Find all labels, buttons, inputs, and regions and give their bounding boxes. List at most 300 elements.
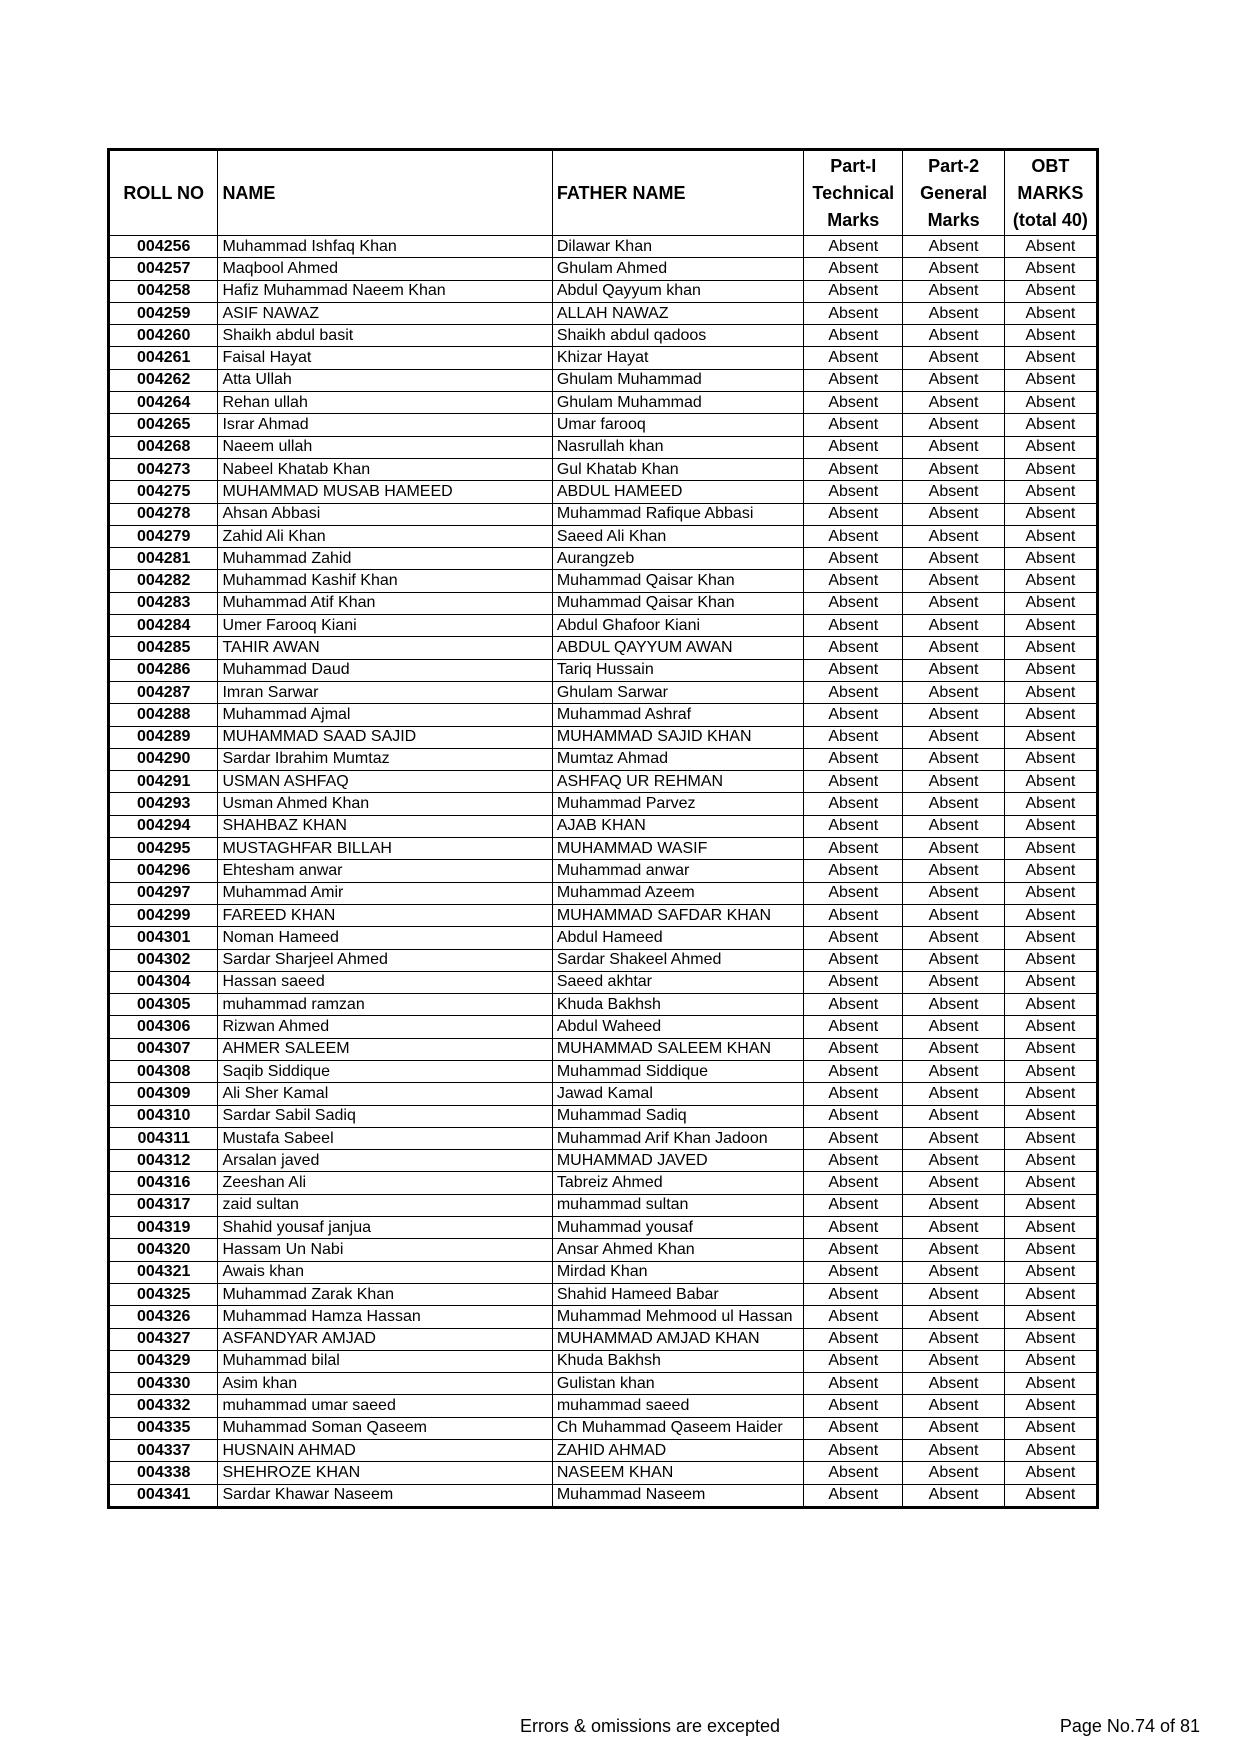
- roll-no-cell: 004260: [109, 325, 218, 347]
- part2-header-line: General: [920, 182, 988, 203]
- roll-no-cell: 004330: [109, 1373, 218, 1395]
- obt-marks-cell: Absent: [1004, 994, 1097, 1016]
- name-cell: Noman Hameed: [218, 927, 552, 949]
- table-row: [109, 236, 1098, 258]
- father-name-cell: Muhammad Azeem: [552, 882, 803, 904]
- father-name-cell: ASHFAQ UR REHMAN: [552, 771, 803, 793]
- name-cell: Usman Ahmed Khan: [218, 793, 552, 815]
- table-row: [109, 347, 1098, 369]
- part1-marks-cell: Absent: [804, 570, 903, 592]
- father-name-cell: Saeed akhtar: [552, 971, 803, 993]
- table-row: [109, 748, 1098, 770]
- part2-marks-cell: Absent: [903, 570, 1004, 592]
- part1-marks-cell: Absent: [804, 1083, 903, 1105]
- father-name-cell: Khuda Bakhsh: [552, 994, 803, 1016]
- part1-marks-cell: Absent: [804, 347, 903, 369]
- table-row: [109, 882, 1098, 904]
- obt-marks-cell: Absent: [1004, 949, 1097, 971]
- part2-marks-cell: Absent: [903, 503, 1004, 525]
- table-body: [109, 236, 1098, 1508]
- obt-marks-cell: Absent: [1004, 1261, 1097, 1283]
- table-row: [109, 637, 1098, 659]
- obt-marks-cell: Absent: [1004, 1127, 1097, 1149]
- name-cell: Shaikh abdul basit: [218, 325, 552, 347]
- part1-marks-cell: Absent: [804, 414, 903, 436]
- name-cell: Umer Farooq Kiani: [218, 615, 552, 637]
- part2-marks-cell: Absent: [903, 525, 1004, 547]
- part1-marks-cell: Absent: [804, 815, 903, 837]
- part1-marks-cell: Absent: [804, 726, 903, 748]
- name-cell: Sardar Sharjeel Ahmed: [218, 949, 552, 971]
- part1-marks-cell: Absent: [804, 1283, 903, 1305]
- part1-marks-cell: Absent: [804, 436, 903, 458]
- obt-marks-cell: Absent: [1004, 258, 1097, 280]
- table-row: [109, 994, 1098, 1016]
- table-row: [109, 681, 1098, 703]
- part2-marks-cell: Absent: [903, 325, 1004, 347]
- father-name-cell: Mirdad Khan: [552, 1261, 803, 1283]
- obt-marks-cell: Absent: [1004, 1417, 1097, 1439]
- part1-marks-cell: Absent: [804, 325, 903, 347]
- name-cell: Maqbool Ahmed: [218, 258, 552, 280]
- name-cell: Muhammad Soman Qaseem: [218, 1417, 552, 1439]
- part1-marks-cell: Absent: [804, 1373, 903, 1395]
- obt-marks-header: [1004, 150, 1097, 236]
- name-cell: SHAHBAZ KHAN: [218, 815, 552, 837]
- part2-marks-cell: Absent: [903, 1194, 1004, 1216]
- obt-marks-cell: Absent: [1004, 369, 1097, 391]
- table-row: [109, 1083, 1098, 1105]
- name-cell: FAREED KHAN: [218, 904, 552, 926]
- obt-marks-cell: Absent: [1004, 1462, 1097, 1484]
- name-cell: Atta Ullah: [218, 369, 552, 391]
- part2-marks-cell: Absent: [903, 1150, 1004, 1172]
- name-cell: Naeem ullah: [218, 436, 552, 458]
- part2-marks-cell: Absent: [903, 927, 1004, 949]
- part1-marks-cell: Absent: [804, 1484, 903, 1507]
- part2-marks-cell: Absent: [903, 414, 1004, 436]
- obt-marks-cell: Absent: [1004, 793, 1097, 815]
- father-name-cell: ABDUL QAYYUM AWAN: [552, 637, 803, 659]
- table-row: [109, 615, 1098, 637]
- obt-marks-cell: Absent: [1004, 347, 1097, 369]
- part1-marks-cell: Absent: [804, 860, 903, 882]
- roll-no-cell: 004265: [109, 414, 218, 436]
- part1-marks-cell: Absent: [804, 994, 903, 1016]
- table-row: [109, 525, 1098, 547]
- part2-marks-cell: Absent: [903, 1373, 1004, 1395]
- roll-no-cell: 004301: [109, 927, 218, 949]
- roll-no-cell: 004306: [109, 1016, 218, 1038]
- table-row: [109, 1127, 1098, 1149]
- part1-marks-cell: Absent: [804, 1105, 903, 1127]
- roll-no-cell: 004278: [109, 503, 218, 525]
- father-name-cell: Tariq Hussain: [552, 659, 803, 681]
- roll-no-cell: 004321: [109, 1261, 218, 1283]
- part1-marks-cell: Absent: [804, 1350, 903, 1372]
- obt-marks-cell: Absent: [1004, 280, 1097, 302]
- results-table: [107, 148, 1099, 1509]
- part1-marks-cell: Absent: [804, 481, 903, 503]
- name-cell: Muhammad bilal: [218, 1350, 552, 1372]
- part2-marks-cell: Absent: [903, 258, 1004, 280]
- roll-no-cell: 004275: [109, 481, 218, 503]
- roll-no-cell: 004296: [109, 860, 218, 882]
- roll-no-cell: 004312: [109, 1150, 218, 1172]
- table-row: [109, 1373, 1098, 1395]
- roll-no-cell: 004258: [109, 280, 218, 302]
- father-name-cell: Abdul Waheed: [552, 1016, 803, 1038]
- roll-no-cell: 004291: [109, 771, 218, 793]
- father-name-cell: Muhammad Rafique Abbasi: [552, 503, 803, 525]
- roll-no-cell: 004309: [109, 1083, 218, 1105]
- obt-marks-cell: Absent: [1004, 971, 1097, 993]
- father-name-cell: muhammad sultan: [552, 1194, 803, 1216]
- obt-marks-cell: Absent: [1004, 436, 1097, 458]
- table-row: [109, 704, 1098, 726]
- obt-marks-cell: Absent: [1004, 592, 1097, 614]
- father-name-cell: Ghulam Ahmed: [552, 258, 803, 280]
- obt-marks-cell: Absent: [1004, 325, 1097, 347]
- name-cell: Muhammad Ajmal: [218, 704, 552, 726]
- name-cell: Awais khan: [218, 1261, 552, 1283]
- table-row: [109, 1016, 1098, 1038]
- part1-marks-cell: Absent: [804, 882, 903, 904]
- table-row: [109, 1283, 1098, 1305]
- part1-marks-cell: Absent: [804, 525, 903, 547]
- name-cell: Asim khan: [218, 1373, 552, 1395]
- father-name-cell: MUHAMMAD SAFDAR KHAN: [552, 904, 803, 926]
- part2-marks-cell: Absent: [903, 1462, 1004, 1484]
- part1-marks-cell: Absent: [804, 1194, 903, 1216]
- roll-no-cell: 004317: [109, 1194, 218, 1216]
- name-cell: Zeeshan Ali: [218, 1172, 552, 1194]
- header-row: [109, 150, 1098, 236]
- obt-marks-cell: Absent: [1004, 302, 1097, 324]
- roll-no-cell: 004299: [109, 904, 218, 926]
- table-row: [109, 481, 1098, 503]
- part2-marks-cell: Absent: [903, 1283, 1004, 1305]
- roll-no-cell: 004338: [109, 1462, 218, 1484]
- name-cell: Ehtesham anwar: [218, 860, 552, 882]
- father-name-cell: NASEEM KHAN: [552, 1462, 803, 1484]
- obt-marks-cell: Absent: [1004, 1283, 1097, 1305]
- part2-marks-cell: Absent: [903, 481, 1004, 503]
- roll-no-cell: 004289: [109, 726, 218, 748]
- part2-marks-cell: Absent: [903, 637, 1004, 659]
- obt-header-line: OBT: [1031, 155, 1070, 176]
- part2-marks-cell: Absent: [903, 949, 1004, 971]
- table-row: [109, 1172, 1098, 1194]
- roll-no-cell: 004332: [109, 1395, 218, 1417]
- roll-no-cell: 004327: [109, 1328, 218, 1350]
- name-cell: Muhammad Zahid: [218, 548, 552, 570]
- part2-marks-cell: Absent: [903, 458, 1004, 480]
- roll-no-cell: 004320: [109, 1239, 218, 1261]
- roll-no-cell: 004293: [109, 793, 218, 815]
- roll-no-cell: 004310: [109, 1105, 218, 1127]
- father-name-cell: Muhammad Qaisar Khan: [552, 570, 803, 592]
- part2-marks-cell: Absent: [903, 1038, 1004, 1060]
- table-row: [109, 927, 1098, 949]
- table-row: [109, 1440, 1098, 1462]
- obt-marks-cell: Absent: [1004, 236, 1097, 258]
- table-row: [109, 949, 1098, 971]
- part1-marks-cell: Absent: [804, 503, 903, 525]
- obt-marks-cell: Absent: [1004, 1306, 1097, 1328]
- table-row: [109, 302, 1098, 324]
- part1-marks-cell: Absent: [804, 1217, 903, 1239]
- father-name-cell: ZAHID AHMAD: [552, 1440, 803, 1462]
- part2-marks-cell: Absent: [903, 681, 1004, 703]
- name-cell: Sardar Ibrahim Mumtaz: [218, 748, 552, 770]
- father-name-cell: Shahid Hameed Babar: [552, 1283, 803, 1305]
- obt-marks-cell: Absent: [1004, 1440, 1097, 1462]
- obt-marks-cell: Absent: [1004, 748, 1097, 770]
- part1-marks-cell: Absent: [804, 1150, 903, 1172]
- name-cell: Muhammad Atif Khan: [218, 592, 552, 614]
- name-header: NAME: [218, 150, 552, 236]
- roll-no-cell: 004329: [109, 1350, 218, 1372]
- father-name-cell: Jawad Kamal: [552, 1083, 803, 1105]
- roll-no-cell: 004305: [109, 994, 218, 1016]
- obt-marks-cell: Absent: [1004, 1194, 1097, 1216]
- part2-marks-cell: Absent: [903, 904, 1004, 926]
- table-row: [109, 1194, 1098, 1216]
- father-name-cell: Muhammad Sadiq: [552, 1105, 803, 1127]
- father-name-cell: Muhammad yousaf: [552, 1217, 803, 1239]
- part2-marks-cell: Absent: [903, 1105, 1004, 1127]
- table-row: [109, 659, 1098, 681]
- obt-marks-cell: Absent: [1004, 414, 1097, 436]
- name-cell: Mustafa Sabeel: [218, 1127, 552, 1149]
- name-cell: Muhammad Kashif Khan: [218, 570, 552, 592]
- part1-marks-cell: Absent: [804, 592, 903, 614]
- table-row: [109, 1239, 1098, 1261]
- obt-marks-cell: Absent: [1004, 1239, 1097, 1261]
- table-row: [109, 815, 1098, 837]
- name-cell: SHEHROZE KHAN: [218, 1462, 552, 1484]
- part1-marks-cell: Absent: [804, 236, 903, 258]
- part2-marks-cell: Absent: [903, 1083, 1004, 1105]
- table-row: [109, 1417, 1098, 1439]
- roll-no-cell: 004286: [109, 659, 218, 681]
- name-cell: Ahsan Abbasi: [218, 503, 552, 525]
- father-name-cell: Gul Khatab Khan: [552, 458, 803, 480]
- roll-no-cell: 004311: [109, 1127, 218, 1149]
- father-name-cell: MUHAMMAD AMJAD KHAN: [552, 1328, 803, 1350]
- part1-marks-cell: Absent: [804, 771, 903, 793]
- father-name-cell: MUHAMMAD SALEEM KHAN: [552, 1038, 803, 1060]
- part2-marks-cell: Absent: [903, 704, 1004, 726]
- part1-marks-cell: Absent: [804, 280, 903, 302]
- table-row: [109, 369, 1098, 391]
- father-name-cell: Muhammad Arif Khan Jadoon: [552, 1127, 803, 1149]
- part1-marks-cell: Absent: [804, 369, 903, 391]
- name-cell: muhammad ramzan: [218, 994, 552, 1016]
- roll-no-cell: 004279: [109, 525, 218, 547]
- roll-no-cell: 004285: [109, 637, 218, 659]
- roll-no-cell: 004325: [109, 1283, 218, 1305]
- part2-header-line: Part-2: [928, 155, 980, 176]
- table-row: [109, 458, 1098, 480]
- part1-marks-cell: Absent: [804, 1127, 903, 1149]
- part1-marks-cell: Absent: [804, 927, 903, 949]
- part1-marks-cell: Absent: [804, 1060, 903, 1082]
- obt-marks-cell: Absent: [1004, 637, 1097, 659]
- roll-no-cell: 004262: [109, 369, 218, 391]
- father-name-cell: Muhammad anwar: [552, 860, 803, 882]
- table-row: [109, 771, 1098, 793]
- name-cell: Hassan saeed: [218, 971, 552, 993]
- obt-marks-cell: Absent: [1004, 1217, 1097, 1239]
- name-cell: Ali Sher Kamal: [218, 1083, 552, 1105]
- roll-no-cell: 004304: [109, 971, 218, 993]
- roll-no-cell: 004326: [109, 1306, 218, 1328]
- father-name-cell: MUHAMMAD WASIF: [552, 838, 803, 860]
- obt-marks-cell: Absent: [1004, 704, 1097, 726]
- part2-marks-cell: Absent: [903, 1060, 1004, 1082]
- table-row: [109, 793, 1098, 815]
- part2-marks-cell: Absent: [903, 347, 1004, 369]
- table-row: [109, 1328, 1098, 1350]
- part1-marks-cell: Absent: [804, 971, 903, 993]
- part2-marks-cell: Absent: [903, 726, 1004, 748]
- father-name-cell: MUHAMMAD SAJID KHAN: [552, 726, 803, 748]
- father-name-cell: Tabreiz Ahmed: [552, 1172, 803, 1194]
- footer-note: Errors & omissions are excepted: [519, 1716, 781, 1736]
- father-name-cell: MUHAMMAD JAVED: [552, 1150, 803, 1172]
- father-name-cell: Muhammad Siddique: [552, 1060, 803, 1082]
- father-name-cell: Nasrullah khan: [552, 436, 803, 458]
- part2-marks-cell: Absent: [903, 1350, 1004, 1372]
- part1-header-line: Marks: [827, 209, 880, 230]
- part2-marks-cell: Absent: [903, 1484, 1004, 1507]
- table-row: [109, 414, 1098, 436]
- part2-marks-cell: Absent: [903, 860, 1004, 882]
- table-row: [109, 1105, 1098, 1127]
- roll-no-header: ROLL NO: [109, 150, 218, 236]
- part1-marks-cell: Absent: [804, 637, 903, 659]
- father-name-cell: Mumtaz Ahmad: [552, 748, 803, 770]
- obt-marks-cell: Absent: [1004, 860, 1097, 882]
- father-name-cell: Aurangzeb: [552, 548, 803, 570]
- name-cell: Zahid Ali Khan: [218, 525, 552, 547]
- obt-marks-cell: Absent: [1004, 1373, 1097, 1395]
- part2-marks-cell: Absent: [903, 236, 1004, 258]
- roll-no-cell: 004302: [109, 949, 218, 971]
- part2-marks-cell: Absent: [903, 659, 1004, 681]
- roll-no-cell: 004308: [109, 1060, 218, 1082]
- roll-no-cell: 004281: [109, 548, 218, 570]
- table-row: [109, 1261, 1098, 1283]
- part2-marks-cell: Absent: [903, 971, 1004, 993]
- obt-marks-cell: Absent: [1004, 548, 1097, 570]
- part2-marks-cell: Absent: [903, 615, 1004, 637]
- obt-marks-cell: Absent: [1004, 1172, 1097, 1194]
- roll-no-cell: 004283: [109, 592, 218, 614]
- part1-marks-cell: Absent: [804, 659, 903, 681]
- part1-marks-cell: Absent: [804, 1395, 903, 1417]
- part2-marks-cell: Absent: [903, 1417, 1004, 1439]
- obt-marks-cell: Absent: [1004, 771, 1097, 793]
- name-cell: Imran Sarwar: [218, 681, 552, 703]
- roll-no-cell: 004268: [109, 436, 218, 458]
- roll-no-cell: 004256: [109, 236, 218, 258]
- part1-header-line: Part-I: [830, 155, 877, 176]
- table-row: [109, 1306, 1098, 1328]
- name-cell: USMAN ASHFAQ: [218, 771, 552, 793]
- father-name-cell: Sardar Shakeel Ahmed: [552, 949, 803, 971]
- roll-no-cell: 004287: [109, 681, 218, 703]
- part1-marks-cell: Absent: [804, 1016, 903, 1038]
- part2-marks-cell: Absent: [903, 748, 1004, 770]
- roll-no-cell: 004257: [109, 258, 218, 280]
- obt-marks-cell: Absent: [1004, 1150, 1097, 1172]
- part1-header: [804, 150, 903, 236]
- roll-no-cell: 004273: [109, 458, 218, 480]
- table-row: [109, 1060, 1098, 1082]
- roll-no-cell: 004288: [109, 704, 218, 726]
- table-row: [109, 1350, 1098, 1372]
- part2-marks-cell: Absent: [903, 771, 1004, 793]
- part2-marks-cell: Absent: [903, 838, 1004, 860]
- name-cell: Rehan ullah: [218, 392, 552, 414]
- obt-marks-cell: Absent: [1004, 570, 1097, 592]
- obt-marks-cell: Absent: [1004, 726, 1097, 748]
- part2-marks-cell: Absent: [903, 1440, 1004, 1462]
- table-row: [109, 570, 1098, 592]
- part2-marks-cell: Absent: [903, 548, 1004, 570]
- obt-marks-cell: Absent: [1004, 481, 1097, 503]
- part1-marks-cell: Absent: [804, 1462, 903, 1484]
- obt-marks-cell: Absent: [1004, 1083, 1097, 1105]
- obt-header-line: MARKS: [1017, 182, 1084, 203]
- part2-header-line: Marks: [927, 209, 980, 230]
- part2-marks-cell: Absent: [903, 882, 1004, 904]
- part1-marks-cell: Absent: [804, 1306, 903, 1328]
- father-name-cell: AJAB KHAN: [552, 815, 803, 837]
- father-name-cell: Abdul Ghafoor Kiani: [552, 615, 803, 637]
- table-row: [109, 548, 1098, 570]
- name-cell: Muhammad Daud: [218, 659, 552, 681]
- name-cell: Shahid yousaf janjua: [218, 1217, 552, 1239]
- table-row: [109, 436, 1098, 458]
- name-cell: Sardar Khawar Naseem: [218, 1484, 552, 1507]
- part2-marks-cell: Absent: [903, 1172, 1004, 1194]
- table-row: [109, 1217, 1098, 1239]
- name-cell: HUSNAIN AHMAD: [218, 1440, 552, 1462]
- part1-marks-cell: Absent: [804, 458, 903, 480]
- father-name-cell: Abdul Qayyum khan: [552, 280, 803, 302]
- table-row: [109, 325, 1098, 347]
- roll-no-cell: 004284: [109, 615, 218, 637]
- name-cell: zaid sultan: [218, 1194, 552, 1216]
- part2-marks-cell: Absent: [903, 793, 1004, 815]
- part1-marks-cell: Absent: [804, 1440, 903, 1462]
- obt-marks-cell: Absent: [1004, 1060, 1097, 1082]
- part2-marks-cell: Absent: [903, 1127, 1004, 1149]
- part1-header-line: Technical: [812, 182, 895, 203]
- father-name-cell: Muhammad Mehmood ul Hassan: [552, 1306, 803, 1328]
- father-name-cell: Ghulam Muhammad: [552, 392, 803, 414]
- part1-marks-cell: Absent: [804, 793, 903, 815]
- name-cell: Hafiz Muhammad Naeem Khan: [218, 280, 552, 302]
- part2-header: [903, 150, 1004, 236]
- part2-marks-cell: Absent: [903, 592, 1004, 614]
- obt-marks-cell: Absent: [1004, 392, 1097, 414]
- table-row: [109, 1484, 1098, 1507]
